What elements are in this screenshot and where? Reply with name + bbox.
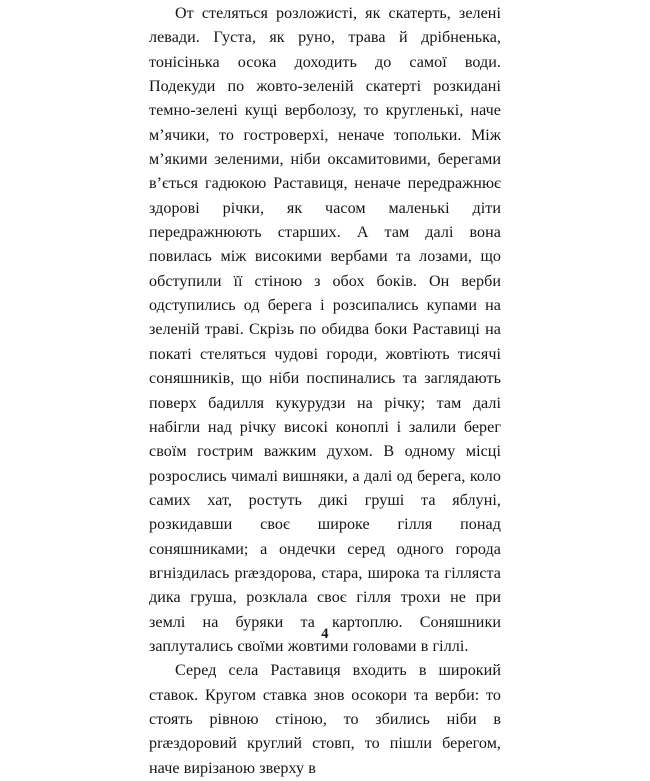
body-paragraph-1: От стеляться розложисті, як скатерть, зелені левади. Густа, як руно, трава й дрібненька, тонісінька осока доходить до самої води. Подекуди по жовто-зеленій скатерті розкидані темно-зелені кущі верболозу, то кругленькі, наче м’ячики, то гостроверхі, неначе топольки. Між м’якими зеленими, ніби оксамитовими, берегами в’ється гадюкою Раставиця, неначе передражнює здорові річки, як часом маленькі діти передражнюють старших. А там далі вона повилась між високими вербами та лозами, що обступили її стіною з обох боків. Он верби одступились од берега і розсипались купами на зеленій траві. Скрізь по обидва боки Раставиці на покаті стеляться чудові городи, жовтіють тисячі соняшників, що ніби поспинались та заглядають поверх бадилля кукурудзи на річку; там далі набігли над річку високі коноплі і залили берег своїм гострим важким духом. В одному місці розрослись чималі вишняки, а далі од берега, коло самих хат, ростуть дикі груші та яблуні, розкидавши своє широке гілля понад соняшниками; а ондечки серед одного города вгніздилась præздорова, стара, широка та гілляста дика груша, розклала своє гілля трохи не при землі на буряки та картоплю. Соняшники заплутались своїми жовтими головами в гіллі. (149, 5, 501, 655)
page-number: 4 (321, 626, 329, 642)
body-paragraph-2: Серед села Раставиця входить в широкий ставок. Кругом ставка знов осокори та верби: то стоять рівною стіною, то збились ніби в præздоровий круглий стовп, то пішли берегом, наче вирізаною зверху в (149, 662, 501, 777)
page-text-block (149, 2, 501, 781)
